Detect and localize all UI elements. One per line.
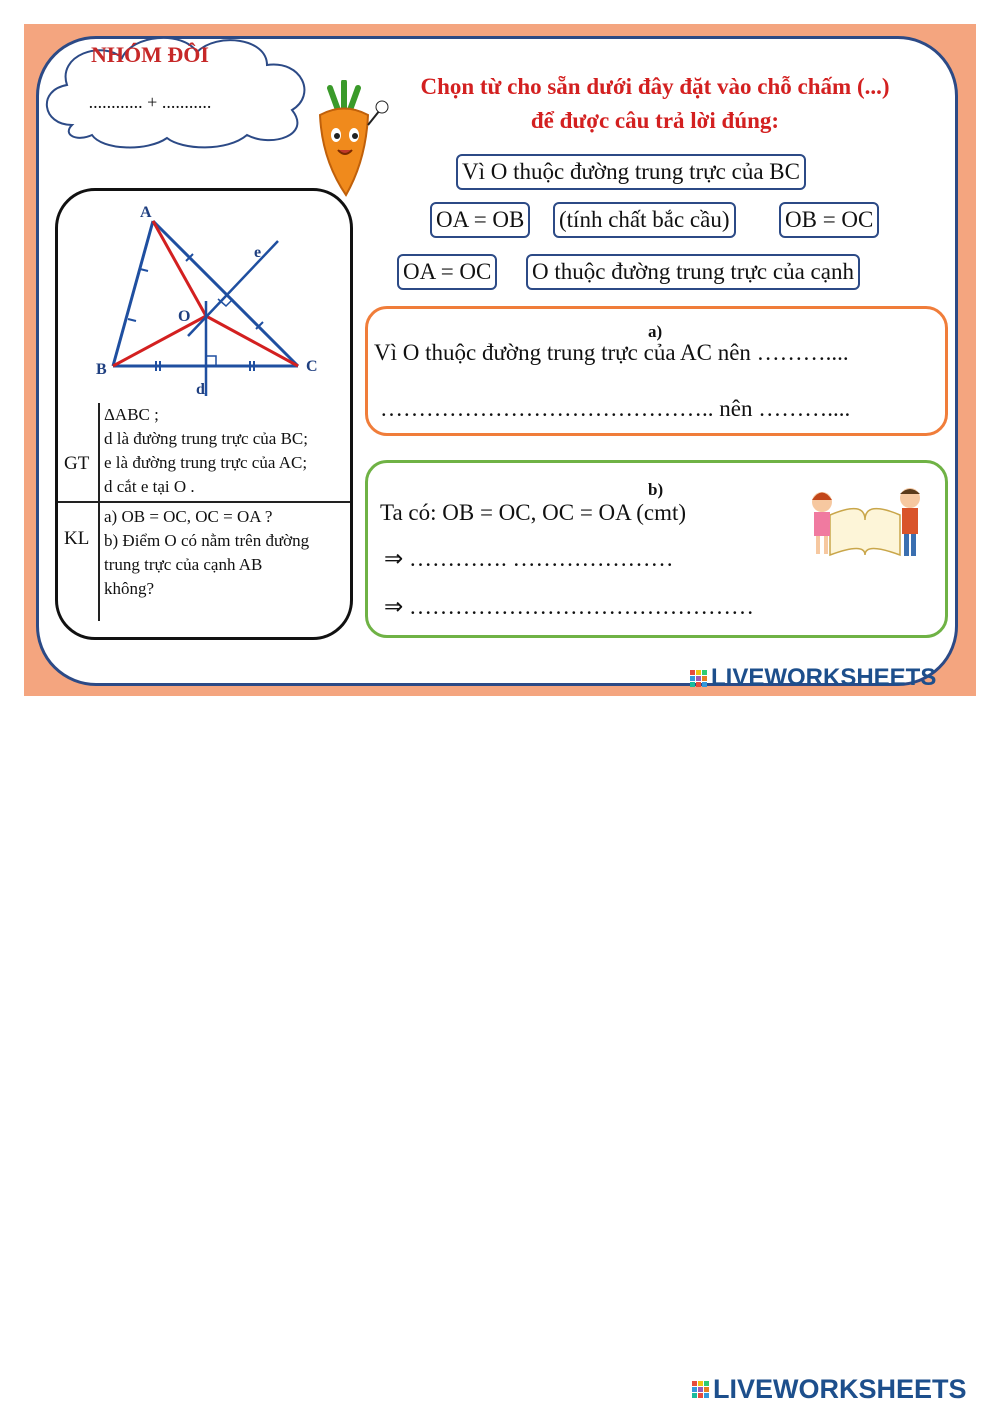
cloud-blank[interactable]: ............ + ........... <box>88 92 212 112</box>
vertex-b-label: B <box>96 361 107 378</box>
kl-line: không? <box>104 579 155 598</box>
triangle-figure <box>58 191 353 406</box>
part-b-line-1: Ta có: OB = OC, OC = OA (cmt) <box>380 500 687 525</box>
choice-chip[interactable]: (tính chất bắc cầu) <box>553 202 736 238</box>
gt-label: GT <box>64 453 90 474</box>
cloud-title: NHÓM ĐÔI <box>91 42 209 67</box>
line-e-label: e <box>254 244 262 261</box>
table-divider-vertical <box>98 403 100 621</box>
logo-text: LIVEWORKSHEETS <box>711 664 937 691</box>
choice-chip[interactable]: OA = OB <box>430 202 530 238</box>
gt-line: ΔABC ; <box>104 405 159 424</box>
kl-line: a) OB = OC, OC = OA ? <box>104 507 273 526</box>
table-divider-horizontal <box>58 501 353 503</box>
part-a-line-2[interactable]: …………………………………….. nên ……….... <box>380 396 851 421</box>
kl-line: b) Điểm O có nằm trên đường <box>104 531 310 550</box>
gt-lines <box>104 403 308 499</box>
instruction <box>360 70 950 138</box>
choice-chip[interactable]: OB = OC <box>779 202 879 238</box>
choice-chip[interactable]: Vì O thuộc đường trung trực của BC <box>456 154 806 190</box>
part-a-label: a) <box>648 322 663 341</box>
part-b-line-3[interactable]: ⇒ ……………………………………… <box>384 594 755 619</box>
part-b-line-2[interactable]: ⇒ …………. ………………… <box>384 546 674 571</box>
gt-line: d là đường trung trực của BC; <box>104 429 308 448</box>
line-d-label: d <box>196 381 205 398</box>
instruction-line-2: để được câu trả lời đúng: <box>530 108 780 133</box>
gt-line: d cắt e tại O . <box>104 477 195 496</box>
instruction-line-1: Chọn từ cho sẵn dưới đây đặt vào chỗ chấm (...) <box>420 74 890 99</box>
liveworksheets-logo <box>690 664 936 692</box>
part-b-label: b) <box>648 480 664 499</box>
logo-squares-icon <box>692 1381 709 1398</box>
point-o-label: O <box>178 308 191 325</box>
kl-lines <box>104 505 309 601</box>
part-a-line-1[interactable]: Vì O thuộc đường trung trực của AC nên ……….... <box>374 340 849 365</box>
vertex-c-label: C <box>306 358 318 375</box>
vertex-a-label: A <box>140 204 152 221</box>
choice-chip[interactable]: OA = OC <box>397 254 497 290</box>
kids-reading-icon <box>800 480 930 560</box>
logo-squares-icon <box>690 670 707 687</box>
gt-line: e là đường trung trực của AC; <box>104 453 308 472</box>
kl-label: KL <box>64 528 90 549</box>
choice-chip[interactable]: O thuộc đường trung trực của cạnh <box>526 254 860 290</box>
liveworksheets-logo-footer <box>692 1374 967 1405</box>
logo-text: LIVEWORKSHEETS <box>713 1374 967 1404</box>
given-conclusion-box <box>55 188 353 640</box>
kl-line: trung trực của cạnh AB <box>104 555 263 574</box>
